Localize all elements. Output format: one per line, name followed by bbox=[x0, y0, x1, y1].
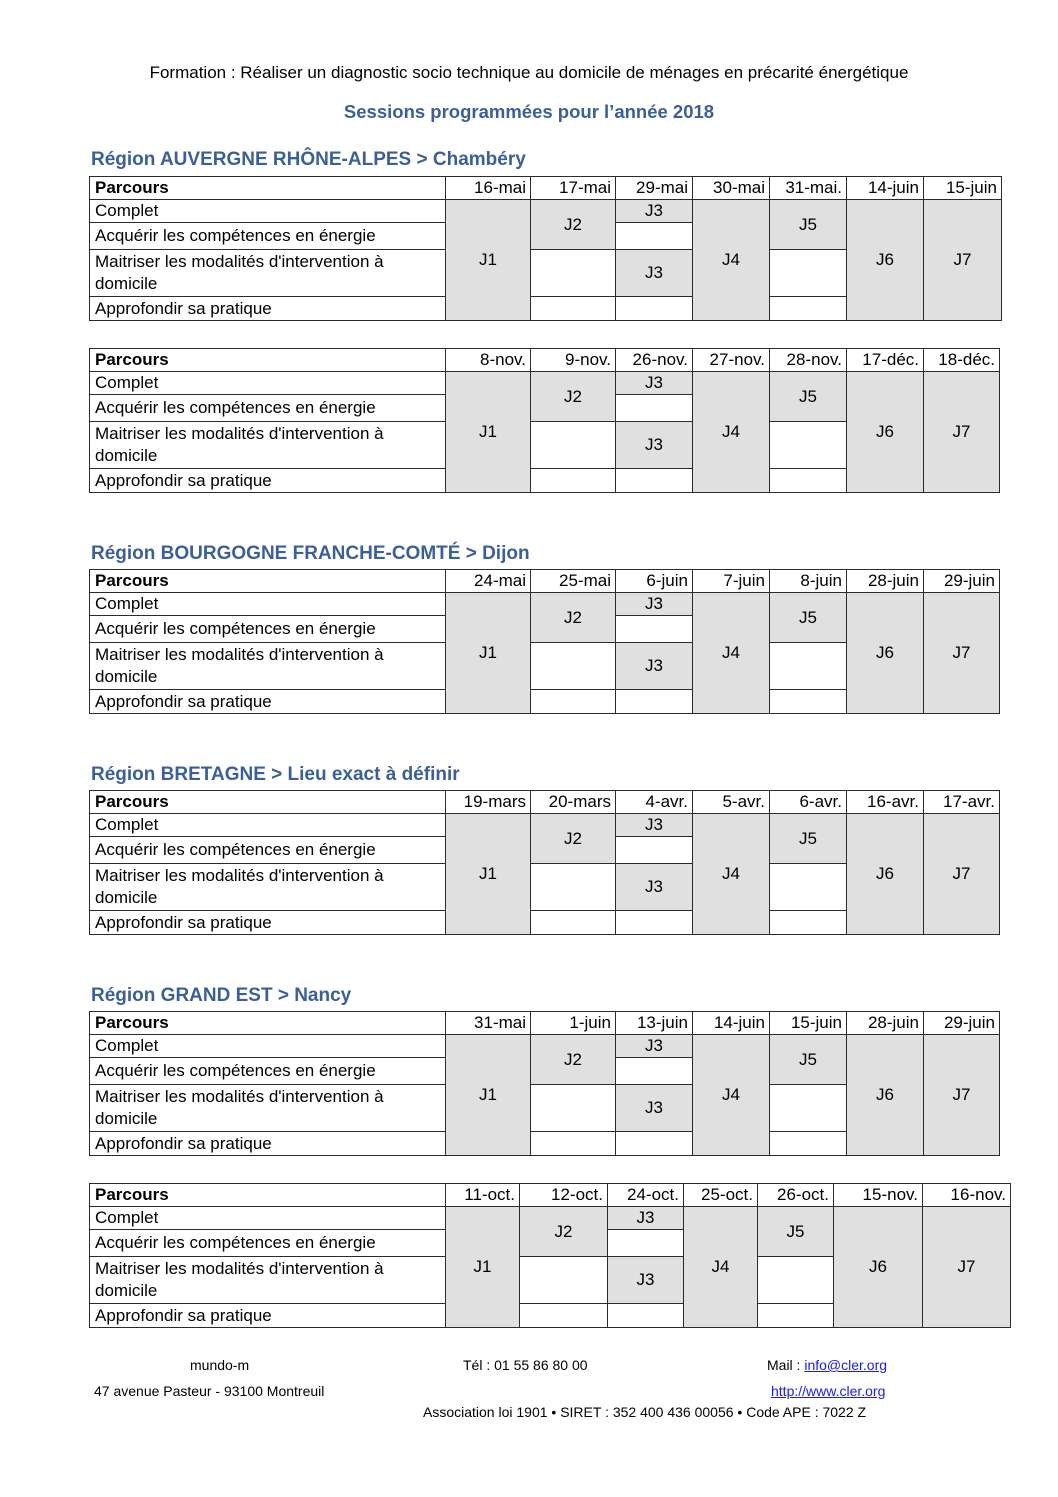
date-cell: 5-avr. bbox=[693, 791, 770, 814]
date-cell: 29-juin bbox=[924, 570, 1000, 593]
empty-cell bbox=[616, 297, 693, 321]
date-cell: 20-mars bbox=[531, 791, 616, 814]
date-cell: 25-mai bbox=[531, 570, 616, 593]
label-approfondir: Approfondir sa pratique bbox=[90, 469, 446, 493]
day-j3-complet: J3 bbox=[616, 814, 693, 837]
empty-cell bbox=[616, 223, 693, 250]
footer-mail-link[interactable]: info@cler.org bbox=[804, 1357, 888, 1373]
schedule-table-grand-est-1 bbox=[89, 1011, 1000, 1156]
date-cell: 18-déc. bbox=[924, 349, 1000, 372]
date-cell: 27-nov. bbox=[693, 349, 770, 372]
day-j5: J5 bbox=[758, 1207, 834, 1257]
empty-cell bbox=[608, 1304, 684, 1328]
empty-cell bbox=[531, 250, 616, 297]
empty-cell bbox=[616, 616, 693, 643]
day-j1: J1 bbox=[446, 200, 531, 321]
day-j4: J4 bbox=[693, 814, 770, 935]
date-cell: 29-mai bbox=[616, 177, 693, 200]
day-j4: J4 bbox=[693, 372, 770, 493]
footer-legal: Association loi 1901 • SIRET : 352 400 436 00056 • Code APE : 7022 Z bbox=[423, 1404, 867, 1420]
footer-mail-label: Mail : bbox=[767, 1357, 805, 1373]
date-cell: 6-avr. bbox=[770, 791, 847, 814]
empty-cell bbox=[531, 1132, 616, 1156]
label-approfondir: Approfondir sa pratique bbox=[90, 297, 446, 321]
empty-cell bbox=[608, 1230, 684, 1257]
day-j6: J6 bbox=[847, 1035, 924, 1156]
schedule-table-auvergne-2 bbox=[89, 348, 1000, 493]
label-maitriser: Maitriser les modalités d'intervention à domicile bbox=[90, 250, 446, 297]
date-cell: 4-avr. bbox=[616, 791, 693, 814]
empty-cell bbox=[770, 422, 847, 469]
empty-cell bbox=[616, 395, 693, 422]
day-j7: J7 bbox=[924, 814, 1000, 935]
label-acquerir: Acquérir les compétences en énergie bbox=[90, 1058, 446, 1085]
row-complet bbox=[90, 200, 1002, 223]
date-cell: 24-oct. bbox=[608, 1184, 684, 1207]
day-j7: J7 bbox=[924, 593, 1000, 714]
label-complet: Complet bbox=[90, 1035, 446, 1058]
day-j5: J5 bbox=[770, 1035, 847, 1085]
day-j3-complet: J3 bbox=[616, 593, 693, 616]
parcours-header: Parcours bbox=[90, 791, 446, 814]
day-j2: J2 bbox=[531, 814, 616, 864]
date-cell: 17-mai bbox=[531, 177, 616, 200]
empty-cell bbox=[770, 1132, 847, 1156]
schedule-table-bretagne bbox=[89, 790, 1000, 935]
day-j6: J6 bbox=[847, 593, 924, 714]
empty-cell bbox=[616, 1058, 693, 1085]
schedule-table-grand-est-2 bbox=[89, 1183, 1011, 1328]
day-j4: J4 bbox=[693, 1035, 770, 1156]
date-cell: 11-oct. bbox=[446, 1184, 520, 1207]
empty-cell bbox=[531, 297, 616, 321]
empty-cell bbox=[770, 864, 847, 911]
day-j6: J6 bbox=[834, 1207, 923, 1328]
empty-cell bbox=[770, 643, 847, 690]
date-cell: 31-mai bbox=[446, 1012, 531, 1035]
label-complet: Complet bbox=[90, 593, 446, 616]
date-cell: 15-juin bbox=[770, 1012, 847, 1035]
day-j3-complet: J3 bbox=[608, 1207, 684, 1230]
header-row bbox=[90, 1012, 1000, 1035]
label-acquerir: Acquérir les compétences en énergie bbox=[90, 837, 446, 864]
day-j1: J1 bbox=[446, 814, 531, 935]
date-cell: 28-juin bbox=[847, 570, 924, 593]
date-cell: 17-avr. bbox=[924, 791, 1000, 814]
day-j6: J6 bbox=[847, 372, 924, 493]
label-complet: Complet bbox=[90, 1207, 446, 1230]
day-j7: J7 bbox=[924, 372, 1000, 493]
date-cell: 19-mars bbox=[446, 791, 531, 814]
header-row bbox=[90, 1184, 1011, 1207]
empty-cell bbox=[531, 643, 616, 690]
day-j5: J5 bbox=[770, 372, 847, 422]
empty-cell bbox=[758, 1304, 834, 1328]
region-title-bourgogne: Région BOURGOGNE FRANCHE-COMTÉ > Dijon bbox=[91, 543, 530, 564]
day-j4: J4 bbox=[693, 593, 770, 714]
label-maitriser: Maitriser les modalités d'intervention à domicile bbox=[90, 1257, 446, 1304]
empty-cell bbox=[616, 1132, 693, 1156]
empty-cell bbox=[531, 911, 616, 935]
footer-phone: Tél : 01 55 86 80 00 bbox=[463, 1357, 588, 1373]
day-j3-complet: J3 bbox=[616, 200, 693, 223]
day-j3-maitriser: J3 bbox=[616, 864, 693, 911]
footer-address: 47 avenue Pasteur - 93100 Montreuil bbox=[94, 1383, 325, 1399]
label-complet: Complet bbox=[90, 814, 446, 837]
empty-cell bbox=[770, 469, 847, 493]
day-j1: J1 bbox=[446, 1207, 520, 1328]
date-cell: 6-juin bbox=[616, 570, 693, 593]
empty-cell bbox=[770, 1085, 847, 1132]
day-j3-maitriser: J3 bbox=[616, 250, 693, 297]
date-cell: 13-juin bbox=[616, 1012, 693, 1035]
day-j3-maitriser: J3 bbox=[616, 643, 693, 690]
formation-title bbox=[0, 63, 1058, 83]
region-title-bretagne: Région BRETAGNE > Lieu exact à définir bbox=[91, 764, 460, 785]
date-cell: 26-nov. bbox=[616, 349, 693, 372]
label-complet: Complet bbox=[90, 200, 446, 223]
date-cell: 16-nov. bbox=[923, 1184, 1011, 1207]
day-j2: J2 bbox=[531, 372, 616, 422]
label-acquerir: Acquérir les compétences en énergie bbox=[90, 223, 446, 250]
day-j5: J5 bbox=[770, 200, 847, 250]
empty-cell bbox=[520, 1257, 608, 1304]
parcours-header: Parcours bbox=[90, 1184, 446, 1207]
row-complet bbox=[90, 1035, 1000, 1058]
day-j1: J1 bbox=[446, 372, 531, 493]
region-title-grand-est: Région GRAND EST > Nancy bbox=[91, 985, 352, 1006]
parcours-header: Parcours bbox=[90, 349, 446, 372]
region-title-auvergne: Région AUVERGNE RHÔNE-ALPES > Chambéry bbox=[91, 149, 526, 170]
label-approfondir: Approfondir sa pratique bbox=[90, 1132, 446, 1156]
day-j6: J6 bbox=[847, 814, 924, 935]
empty-cell bbox=[616, 690, 693, 714]
empty-cell bbox=[531, 690, 616, 714]
label-acquerir: Acquérir les compétences en énergie bbox=[90, 395, 446, 422]
day-j4: J4 bbox=[693, 200, 770, 321]
day-j2: J2 bbox=[531, 593, 616, 643]
date-cell: 28-nov. bbox=[770, 349, 847, 372]
schedule-table-auvergne-1 bbox=[89, 176, 1002, 321]
date-cell: 30-mai bbox=[693, 177, 770, 200]
label-approfondir: Approfondir sa pratique bbox=[90, 1304, 446, 1328]
empty-cell bbox=[531, 469, 616, 493]
row-complet bbox=[90, 593, 1000, 616]
row-complet bbox=[90, 372, 1000, 395]
day-j5: J5 bbox=[770, 593, 847, 643]
empty-cell bbox=[520, 1304, 608, 1328]
date-cell: 14-juin bbox=[693, 1012, 770, 1035]
day-j3-maitriser: J3 bbox=[616, 1085, 693, 1132]
date-cell: 14-juin bbox=[847, 177, 924, 200]
date-cell: 24-mai bbox=[446, 570, 531, 593]
footer-org: mundo-m bbox=[190, 1357, 250, 1373]
label-acquerir: Acquérir les compétences en énergie bbox=[90, 616, 446, 643]
day-j3-maitriser: J3 bbox=[616, 422, 693, 469]
date-cell: 1-juin bbox=[531, 1012, 616, 1035]
day-j4: J4 bbox=[684, 1207, 758, 1328]
empty-cell bbox=[616, 469, 693, 493]
empty-cell bbox=[758, 1257, 834, 1304]
day-j3-complet: J3 bbox=[616, 1035, 693, 1058]
label-maitriser: Maitriser les modalités d'intervention à domicile bbox=[90, 1085, 446, 1132]
empty-cell bbox=[770, 911, 847, 935]
parcours-header: Parcours bbox=[90, 570, 446, 593]
day-j6: J6 bbox=[847, 200, 924, 321]
label-maitriser: Maitriser les modalités d'intervention à domicile bbox=[90, 643, 446, 690]
day-j1: J1 bbox=[446, 593, 531, 714]
label-approfondir: Approfondir sa pratique bbox=[90, 690, 446, 714]
empty-cell bbox=[770, 690, 847, 714]
header-row bbox=[90, 177, 1002, 200]
parcours-header: Parcours bbox=[90, 1012, 446, 1035]
footer-mail bbox=[767, 1357, 887, 1373]
empty-cell bbox=[531, 864, 616, 911]
date-cell: 8-juin bbox=[770, 570, 847, 593]
day-j7: J7 bbox=[923, 1207, 1011, 1328]
empty-cell bbox=[616, 911, 693, 935]
empty-cell bbox=[531, 422, 616, 469]
day-j5: J5 bbox=[770, 814, 847, 864]
header-row bbox=[90, 791, 1000, 814]
empty-cell bbox=[770, 297, 847, 321]
footer-website-link[interactable]: http://www.cler.org bbox=[771, 1383, 886, 1399]
parcours-header: Parcours bbox=[90, 177, 446, 200]
formation-title-text: Formation : Réaliser un diagnostic socio technique au domicile de ménages en précarité énergétique bbox=[149, 63, 909, 82]
date-cell: 31-mai. bbox=[770, 177, 847, 200]
empty-cell bbox=[531, 1085, 616, 1132]
day-j7: J7 bbox=[924, 200, 1002, 321]
date-cell: 25-oct. bbox=[684, 1184, 758, 1207]
empty-cell bbox=[616, 837, 693, 864]
date-cell: 8-nov. bbox=[446, 349, 531, 372]
footer-website bbox=[771, 1383, 885, 1399]
label-complet: Complet bbox=[90, 372, 446, 395]
day-j3-maitriser: J3 bbox=[608, 1257, 684, 1304]
date-cell: 12-oct. bbox=[520, 1184, 608, 1207]
date-cell: 26-oct. bbox=[758, 1184, 834, 1207]
header-row bbox=[90, 570, 1000, 593]
label-maitriser: Maitriser les modalités d'intervention à domicile bbox=[90, 422, 446, 469]
schedule-table-bourgogne bbox=[89, 569, 1000, 714]
date-cell: 7-juin bbox=[693, 570, 770, 593]
day-j2: J2 bbox=[520, 1207, 608, 1257]
day-j2: J2 bbox=[531, 1035, 616, 1085]
day-j3-complet: J3 bbox=[616, 372, 693, 395]
day-j1: J1 bbox=[446, 1035, 531, 1156]
label-approfondir: Approfondir sa pratique bbox=[90, 911, 446, 935]
date-cell: 17-déc. bbox=[847, 349, 924, 372]
date-cell: 29-juin bbox=[924, 1012, 1000, 1035]
day-j7: J7 bbox=[924, 1035, 1000, 1156]
date-cell: 9-nov. bbox=[531, 349, 616, 372]
date-cell: 16-mai bbox=[446, 177, 531, 200]
date-cell: 16-avr. bbox=[847, 791, 924, 814]
row-complet bbox=[90, 1207, 1011, 1230]
sessions-title: Sessions programmées pour l’année 2018 bbox=[343, 101, 715, 122]
date-cell: 15-juin bbox=[924, 177, 1002, 200]
label-maitriser: Maitriser les modalités d'intervention à domicile bbox=[90, 864, 446, 911]
row-complet bbox=[90, 814, 1000, 837]
header-row bbox=[90, 349, 1000, 372]
label-acquerir: Acquérir les compétences en énergie bbox=[90, 1230, 446, 1257]
date-cell: 15-nov. bbox=[834, 1184, 923, 1207]
day-j2: J2 bbox=[531, 200, 616, 250]
date-cell: 28-juin bbox=[847, 1012, 924, 1035]
empty-cell bbox=[770, 250, 847, 297]
